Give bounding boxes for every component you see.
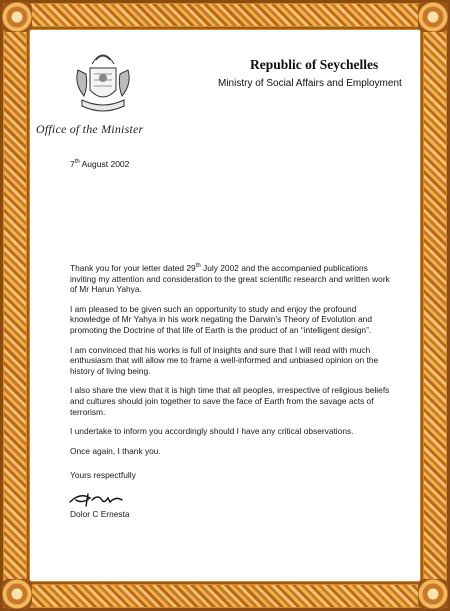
frame-corner-top-left [2, 2, 32, 32]
letter-body [70, 263, 395, 465]
paragraph-4: I also share the view that it is high time that all peoples, irrespective of religious beliefs and cultures should join together to save the face of Earth from the savage acts of terrorism. [70, 385, 390, 417]
paragraph-2: I am pleased to be given such an opportunity to study and enjoy the profound knowledge of Mr Yahya in his work negating the Darwin’s Theory of Evolution and promoting the Doctrine of that life of Earth is the product of an “intelligent design”. [70, 303, 372, 335]
paragraph-1-start: Thank you for your letter dated 29 [70, 263, 196, 273]
letterhead-ministry: Ministry of Social Affairs and Employment [218, 78, 402, 89]
date-rest: August 2002 [79, 159, 130, 169]
coat-of-arms-icon [70, 44, 136, 118]
frame-corner-bottom-right [418, 579, 448, 609]
paragraph-1 [70, 263, 395, 295]
frame-corner-bottom-left [2, 579, 32, 609]
closing-line: Yours respectfully [70, 470, 136, 480]
date-suffix: th [74, 159, 80, 166]
paragraph-1-end: July 2002 and the accompanied publications inviting my attention and consideration to the great scientific research and written work of Mr Harun Yahya. [70, 263, 390, 295]
paragraph-6: Once again, I thank you. [70, 445, 161, 456]
paragraph-5: I undertake to inform you accordingly should I have any critical observations. [70, 426, 354, 437]
handwritten-signature [68, 488, 126, 510]
letterhead-country: Republic of Seychelles [250, 57, 379, 72]
signer-name: Dolor C Ernesta [70, 509, 130, 519]
paragraph-3: I am convinced that his works is full of insights and sure that I will read with much enthusiasm that will allow me to frame a well-informed and unbiased opinion on the history of living being. [70, 344, 379, 376]
office-of-the-minister: Office of the Minister [36, 122, 144, 136]
frame-corner-top-right [418, 2, 448, 32]
letter-date [70, 159, 129, 169]
paragraph-1-sup: th [195, 263, 201, 270]
date-day: 7 [70, 159, 75, 169]
